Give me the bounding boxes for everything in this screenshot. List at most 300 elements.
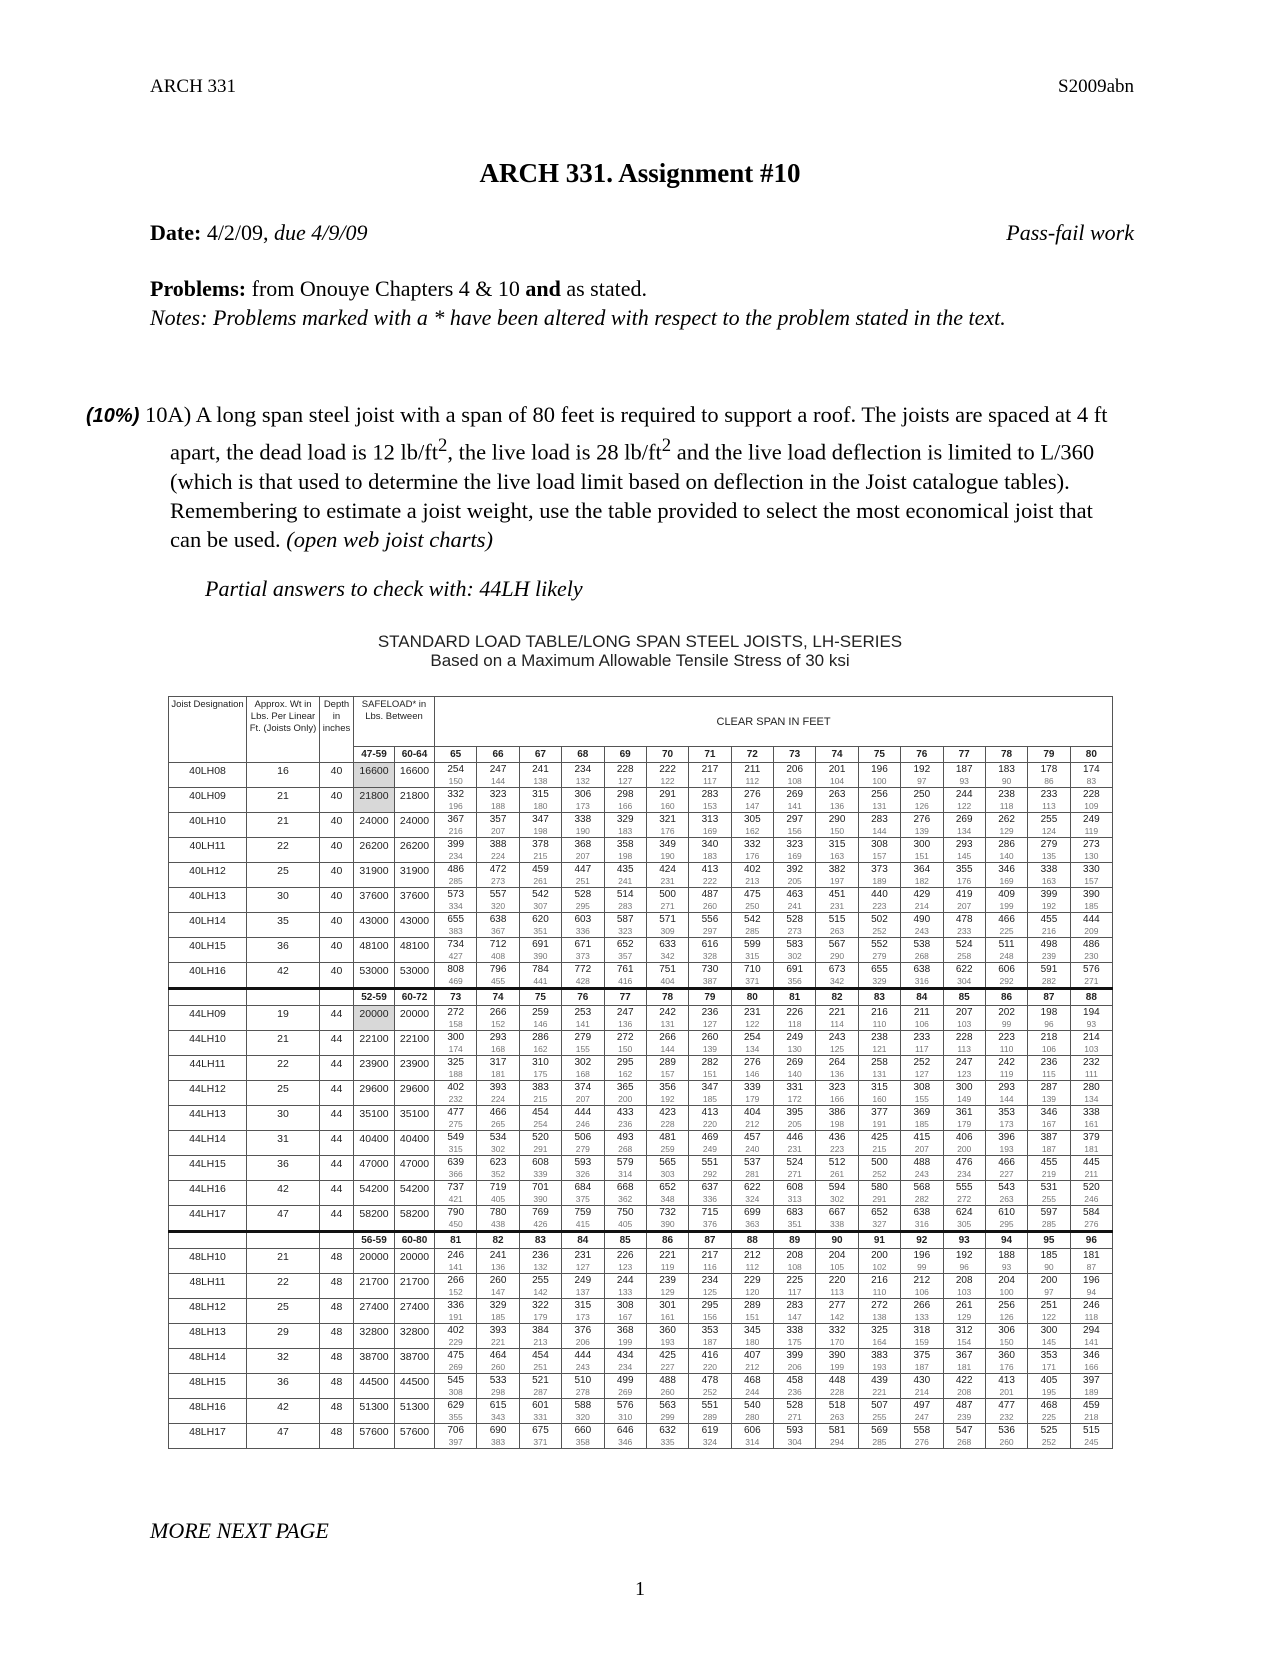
header-weight: Approx. Wt in Lbs. Per Linear Ft. (Joists Only) (247, 697, 320, 763)
load-cell (1028, 1031, 1070, 1056)
load-cell (816, 1399, 858, 1424)
load-cell (816, 788, 858, 813)
total-load: 247 (616, 1007, 634, 1018)
load-cell (774, 1324, 816, 1349)
total-load: 784 (532, 964, 549, 975)
live-load: 200 (957, 1144, 972, 1154)
load-cell (646, 1131, 688, 1156)
live-load: 132 (533, 1262, 548, 1272)
live-load: 252 (872, 1169, 887, 1179)
live-load: 137 (575, 1287, 590, 1297)
live-load: 176 (660, 826, 675, 836)
live-load: 328 (702, 951, 718, 961)
safeload-1: 21800 (354, 788, 395, 813)
total-load: 549 (447, 1132, 465, 1143)
load-cell (901, 1349, 943, 1374)
live-load: 179 (533, 1312, 548, 1322)
load-cell (1028, 838, 1070, 863)
total-load: 204 (828, 1250, 846, 1261)
total-load: 298 (616, 789, 634, 800)
total-load: 347 (701, 1082, 719, 1093)
load-cell (774, 788, 816, 813)
joist-depth: 40 (320, 788, 354, 813)
load-cell (985, 1349, 1027, 1374)
live-load: 168 (575, 1069, 590, 1079)
load-cell (731, 1374, 773, 1399)
load-cell (901, 1206, 943, 1232)
load-cell (689, 863, 731, 888)
total-load: 399 (1040, 889, 1058, 900)
total-load: 293 (955, 839, 973, 850)
total-load: 308 (616, 1300, 634, 1311)
live-load: 129 (957, 1312, 972, 1322)
load-cell (774, 913, 816, 938)
total-load: 252 (913, 1057, 931, 1068)
total-load: 345 (743, 1325, 761, 1336)
live-load: 252 (1041, 1437, 1057, 1447)
total-load: 543 (998, 1182, 1015, 1193)
live-load: 408 (490, 951, 506, 961)
live-load: 119 (1084, 826, 1099, 836)
total-load: 356 (659, 1082, 676, 1093)
total-load: 521 (532, 1375, 549, 1386)
load-cell (1028, 1056, 1070, 1081)
total-load: 502 (871, 914, 888, 925)
total-load: 734 (447, 939, 465, 950)
load-cell (943, 938, 985, 963)
live-load: 113 (957, 1044, 971, 1054)
total-load: 780 (489, 1207, 507, 1218)
live-load: 366 (448, 1169, 463, 1179)
safeload-1: 21700 (354, 1274, 395, 1299)
total-load: 192 (913, 764, 931, 775)
total-load: 732 (659, 1207, 676, 1218)
live-load: 144 (999, 1094, 1014, 1104)
load-cell (985, 1106, 1027, 1131)
total-load: 387 (1040, 1132, 1058, 1143)
load-cell (646, 763, 688, 788)
span-header-row (169, 1232, 1113, 1249)
total-load: 196 (1083, 1275, 1100, 1286)
live-load: 97 (1044, 1287, 1054, 1297)
empty-cell (247, 989, 320, 1006)
load-cell (477, 1399, 519, 1424)
load-cell (646, 813, 688, 838)
total-load: 455 (1040, 914, 1058, 925)
total-load: 208 (786, 1250, 804, 1261)
load-cell (519, 813, 561, 838)
load-cell (731, 1274, 773, 1299)
load-cell (435, 788, 477, 813)
live-load: 100 (999, 1287, 1014, 1297)
load-cell (1070, 1156, 1112, 1181)
total-load: 390 (828, 1350, 846, 1361)
load-cell (816, 1031, 858, 1056)
live-load: 105 (829, 1262, 845, 1272)
live-load: 87 (1086, 1262, 1097, 1272)
live-load: 171 (1041, 1362, 1057, 1372)
live-load: 175 (533, 1069, 548, 1079)
live-load: 163 (829, 851, 845, 861)
total-load: 185 (1040, 1250, 1058, 1261)
span-value: 82 (816, 989, 858, 1006)
total-load: 272 (616, 1032, 634, 1043)
header-safeload: SAFELOAD* in Lbs. Between (354, 697, 435, 747)
total-load: 675 (532, 1425, 549, 1436)
live-load: 351 (533, 926, 548, 936)
total-load: 330 (1083, 864, 1100, 875)
joist-designation: 48LH13 (169, 1324, 247, 1349)
live-load: 206 (575, 1337, 590, 1347)
live-load: 428 (575, 976, 590, 986)
total-load: 347 (532, 814, 549, 825)
live-load: 187 (1041, 1144, 1057, 1154)
load-cell (901, 1249, 943, 1274)
load-cell (858, 1006, 900, 1031)
live-load: 295 (999, 1219, 1014, 1229)
total-load: 557 (489, 889, 507, 900)
live-load: 131 (872, 801, 887, 811)
span-value: 79 (1028, 747, 1070, 763)
live-load: 397 (448, 1437, 463, 1447)
live-load: 125 (702, 1287, 718, 1297)
load-cell (943, 1031, 985, 1056)
live-load: 199 (999, 901, 1014, 911)
live-load: 150 (999, 1337, 1014, 1347)
live-load: 124 (1041, 826, 1057, 836)
load-cell (519, 1424, 561, 1449)
live-load: 362 (618, 1194, 633, 1204)
load-cell (816, 763, 858, 788)
total-load: 691 (786, 964, 804, 975)
total-load: 286 (998, 839, 1015, 850)
live-load: 127 (618, 776, 633, 786)
load-cell (689, 913, 731, 938)
live-load: 260 (660, 1387, 675, 1397)
safeload-1: 44500 (354, 1374, 395, 1399)
load-cell (901, 1156, 943, 1181)
load-cell (435, 1249, 477, 1274)
joist-weight: 25 (247, 1081, 320, 1106)
span-value: 73 (435, 989, 477, 1006)
load-cell (943, 1399, 985, 1424)
table-row (169, 1324, 1113, 1349)
live-load: 182 (914, 876, 929, 886)
joist-weight: 22 (247, 1056, 320, 1081)
live-load: 181 (957, 1362, 972, 1372)
load-cell (519, 1106, 561, 1131)
total-load: 260 (701, 1032, 719, 1043)
load-cell (943, 1424, 985, 1449)
total-load: 198 (1040, 1007, 1058, 1018)
load-cell (477, 1324, 519, 1349)
total-load: 336 (447, 1300, 465, 1311)
load-cell (1028, 1424, 1070, 1449)
load-cell (858, 1181, 900, 1206)
total-load: 579 (616, 1157, 634, 1168)
total-load: 223 (998, 1032, 1015, 1043)
total-load: 266 (913, 1300, 931, 1311)
total-load: 353 (1040, 1350, 1058, 1361)
total-load: 188 (998, 1250, 1015, 1261)
load-cell (562, 1031, 604, 1056)
total-load: 360 (998, 1350, 1015, 1361)
load-cell (562, 963, 604, 989)
live-load: 243 (914, 926, 929, 936)
live-load: 122 (745, 1019, 760, 1029)
live-load: 254 (533, 1119, 548, 1129)
joist-designation: 48LH12 (169, 1299, 247, 1324)
live-load: 166 (618, 801, 633, 811)
total-load: 192 (955, 1250, 973, 1261)
total-load: 444 (574, 1107, 592, 1118)
safeload-2: 37600 (395, 888, 435, 913)
joist-charts-link[interactable]: (open web joist charts) (286, 526, 494, 552)
live-load: 93 (1001, 1262, 1012, 1272)
total-load: 231 (574, 1250, 592, 1261)
load-cell (985, 913, 1027, 938)
total-load: 796 (489, 964, 507, 975)
span-value: 87 (689, 1232, 731, 1249)
load-cell (1070, 1081, 1112, 1106)
live-load: 151 (745, 1312, 760, 1322)
load-cell (943, 1249, 985, 1274)
load-cell (435, 763, 477, 788)
joist-depth: 48 (320, 1274, 354, 1299)
total-load: 301 (659, 1300, 676, 1311)
load-cell (1070, 1349, 1112, 1374)
live-load: 190 (660, 851, 675, 861)
load-cell (604, 888, 646, 913)
load-cell (435, 1424, 477, 1449)
live-load: 127 (702, 1019, 718, 1029)
span-value: 93 (943, 1232, 985, 1249)
joist-designation: 40LH11 (169, 838, 247, 863)
total-load: 478 (701, 1375, 719, 1386)
live-load: 283 (618, 901, 633, 911)
live-load: 327 (872, 1219, 887, 1229)
live-load: 144 (490, 776, 506, 786)
joist-designation: 40LH14 (169, 913, 247, 938)
safeload-2: 22100 (395, 1031, 435, 1056)
live-load: 308 (448, 1387, 463, 1397)
header-designation: Joist Designation (169, 697, 247, 763)
live-load: 136 (618, 1019, 633, 1029)
load-cell (985, 963, 1027, 989)
span-value: 76 (562, 989, 604, 1006)
load-cell (816, 1249, 858, 1274)
safeload-2: 27400 (395, 1299, 435, 1324)
live-load: 174 (448, 1044, 463, 1054)
live-load: 271 (787, 1169, 802, 1179)
live-load: 118 (1084, 1312, 1099, 1322)
total-load: 622 (955, 964, 973, 975)
total-load: 413 (998, 1375, 1015, 1386)
live-load: 376 (702, 1219, 718, 1229)
live-load: 390 (533, 1194, 548, 1204)
live-load: 96 (1044, 1019, 1054, 1029)
load-cell (519, 963, 561, 989)
live-load: 320 (490, 901, 506, 911)
total-load: 266 (489, 1007, 507, 1018)
load-cell (689, 1081, 731, 1106)
live-load: 183 (618, 826, 633, 836)
joist-depth: 48 (320, 1299, 354, 1324)
safeload-1: 58200 (354, 1206, 395, 1232)
load-cell (816, 888, 858, 913)
load-cell (943, 763, 985, 788)
live-load: 211 (1084, 1169, 1099, 1179)
live-load: 126 (999, 1312, 1014, 1322)
total-load: 667 (828, 1207, 846, 1218)
live-load: 320 (575, 1412, 590, 1422)
load-cell (646, 1299, 688, 1324)
load-cell (774, 1399, 816, 1424)
load-cell (901, 938, 943, 963)
live-load: 94 (1086, 1287, 1097, 1297)
total-load: 323 (786, 839, 804, 850)
live-load: 335 (660, 1437, 675, 1447)
total-load: 388 (489, 839, 507, 850)
live-load: 108 (787, 776, 802, 786)
safeload-2: 44500 (395, 1374, 435, 1399)
total-load: 226 (786, 1007, 804, 1018)
load-cell (562, 1324, 604, 1349)
live-load: 303 (660, 1169, 675, 1179)
joist-designation: 40LH13 (169, 888, 247, 913)
load-cell (774, 963, 816, 989)
live-load: 142 (533, 1287, 548, 1297)
live-load: 145 (1041, 1337, 1057, 1347)
load-cell (1028, 938, 1070, 963)
live-load: 181 (1084, 1144, 1099, 1154)
load-cell (519, 1249, 561, 1274)
joist-weight: 32 (247, 1349, 320, 1374)
live-load: 455 (490, 976, 506, 986)
load-cell (519, 1374, 561, 1399)
live-load: 263 (829, 1412, 845, 1422)
load-cell (562, 1349, 604, 1374)
total-load: 277 (828, 1300, 846, 1311)
total-load: 238 (998, 789, 1015, 800)
live-load: 136 (490, 1262, 506, 1272)
total-load: 222 (659, 764, 676, 775)
total-load: 454 (532, 1350, 549, 1361)
total-load: 445 (1083, 1157, 1100, 1168)
total-load: 436 (828, 1132, 846, 1143)
live-load: 125 (829, 1044, 845, 1054)
total-load: 194 (1083, 1007, 1100, 1018)
total-load: 338 (786, 1325, 804, 1336)
load-cell (519, 1274, 561, 1299)
load-cell (646, 1374, 688, 1399)
load-cell (858, 1249, 900, 1274)
load-cell (943, 1324, 985, 1349)
live-load: 104 (829, 776, 845, 786)
live-load: 161 (1084, 1119, 1099, 1129)
total-load: 528 (574, 889, 592, 900)
live-load: 228 (660, 1119, 675, 1129)
joist-weight: 25 (247, 863, 320, 888)
live-load: 245 (1084, 1437, 1099, 1447)
total-load: 690 (489, 1425, 507, 1436)
total-load: 375 (913, 1350, 931, 1361)
total-load: 396 (998, 1132, 1015, 1143)
page-number: 1 (635, 1578, 645, 1600)
safeload-1: 53000 (354, 963, 395, 989)
total-load: 464 (489, 1350, 507, 1361)
joist-designation: 44LH15 (169, 1156, 247, 1181)
span-value: 68 (562, 747, 604, 763)
total-load: 542 (743, 914, 761, 925)
span-value: 89 (774, 1232, 816, 1249)
load-cell (731, 1299, 773, 1324)
total-load: 568 (913, 1182, 931, 1193)
load-cell (901, 913, 943, 938)
live-load: 166 (829, 1094, 845, 1104)
total-load: 313 (701, 814, 719, 825)
problem-10a (86, 400, 1116, 554)
live-load: 129 (999, 826, 1014, 836)
live-load: 232 (448, 1094, 463, 1104)
load-cell (816, 1206, 858, 1232)
joist-designation: 40LH15 (169, 938, 247, 963)
live-load: 450 (448, 1219, 463, 1229)
safeload-2: 20000 (395, 1249, 435, 1274)
load-cell (943, 1131, 985, 1156)
load-cell (562, 1006, 604, 1031)
table-row (169, 788, 1113, 813)
live-load: 314 (745, 1437, 760, 1447)
load-cell (477, 1106, 519, 1131)
live-load: 236 (787, 1387, 802, 1397)
span-value: 75 (858, 747, 900, 763)
total-load: 558 (913, 1425, 931, 1436)
load-cell (901, 1374, 943, 1399)
total-load: 293 (998, 1082, 1015, 1093)
total-load: 660 (574, 1425, 592, 1436)
live-load: 159 (914, 1337, 929, 1347)
total-load: 405 (1040, 1375, 1058, 1386)
joist-weight: 19 (247, 1006, 320, 1031)
live-load: 118 (787, 1019, 802, 1029)
live-load: 150 (448, 776, 463, 786)
total-load: 234 (701, 1275, 719, 1286)
total-load: 425 (871, 1132, 888, 1143)
load-cell (774, 938, 816, 963)
total-load: 241 (532, 764, 549, 775)
joist-depth: 44 (320, 1056, 354, 1081)
live-load: 219 (1041, 1169, 1057, 1179)
load-cell (816, 1274, 858, 1299)
total-load: 576 (1083, 964, 1100, 975)
span-value: 85 (943, 989, 985, 1006)
total-load: 808 (447, 964, 465, 975)
total-load: 622 (743, 1182, 761, 1193)
load-cell (1028, 1081, 1070, 1106)
live-load: 269 (448, 1362, 463, 1372)
live-load: 138 (533, 776, 548, 786)
joist-weight: 36 (247, 938, 320, 963)
load-cell (689, 1324, 731, 1349)
load-cell (689, 1424, 731, 1449)
total-load: 430 (913, 1375, 931, 1386)
live-load: 167 (1041, 1119, 1057, 1129)
live-load: 152 (448, 1287, 463, 1297)
load-cell (858, 788, 900, 813)
joist-designation: 44LH10 (169, 1031, 247, 1056)
total-load: 477 (447, 1107, 465, 1118)
